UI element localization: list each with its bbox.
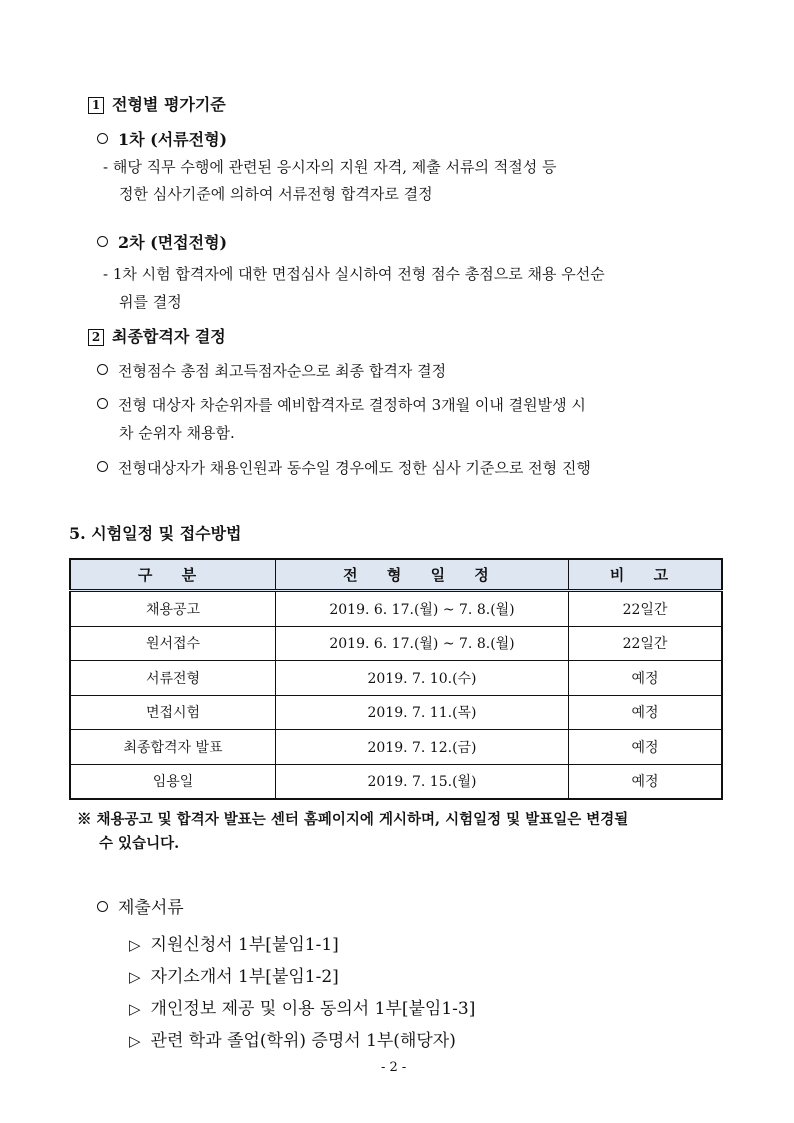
final-bullet-2-line2: 차 순위자 채용함.	[119, 424, 235, 442]
page-number: - 2 -	[381, 1060, 407, 1075]
documents-title: 제출서류	[118, 898, 184, 918]
document-item-text: 관련 학과 졸업(학위) 증명서 1부(해당자)	[150, 1031, 456, 1051]
note-line1: ※ 채용공고 및 합격자 발표는 센터 홈페이지에 게시하며, 시험일정 및 발표일은 변경될	[77, 811, 629, 828]
circle-bullet-icon	[97, 901, 108, 912]
stage-1-title: 1차 (서류전형)	[118, 130, 228, 149]
stage-1-desc-line1: - 해당 직무 수행에 관련된 응시자의 지원 자격, 제출 서류의 적절성 등	[103, 158, 557, 176]
triangle-bullet-icon: ▷	[129, 968, 141, 986]
row-date: 2019. 7. 11.(목)	[276, 695, 569, 730]
row-remark: 22일간	[569, 591, 723, 627]
circle-bullet-icon	[97, 133, 108, 144]
table-row	[70, 661, 722, 696]
final-bullet-1	[97, 360, 446, 381]
table-row	[70, 626, 722, 661]
row-category: 최종합격자 발표	[70, 730, 276, 765]
header-category: 구 분	[70, 559, 276, 591]
row-category: 임용일	[70, 764, 276, 799]
header-schedule: 전 형 일 정	[276, 559, 569, 591]
document-item	[129, 930, 339, 955]
row-date: 2019. 7. 12.(금)	[276, 730, 569, 765]
triangle-bullet-icon: ▷	[129, 936, 141, 954]
table-row	[70, 730, 722, 765]
row-date: 2019. 6. 17.(월) ~ 7. 8.(월)	[276, 591, 569, 627]
row-date: 2019. 6. 17.(월) ~ 7. 8.(월)	[276, 626, 569, 661]
row-remark: 예정	[569, 764, 723, 799]
table-row	[70, 695, 722, 730]
section-2-heading	[88, 324, 226, 347]
circle-bullet-icon	[97, 236, 108, 247]
final-bullet-3-text: 전형대상자가 채용인원과 동수일 경우에도 정한 심사 기준으로 전형 진행	[118, 459, 591, 477]
note-line2: 수 있습니다.	[99, 835, 180, 852]
section-2-number: 2	[88, 329, 104, 346]
final-bullet-1-text: 전형점수 총점 최고득점자순으로 최종 합격자 결정	[118, 362, 447, 380]
schedule-table	[69, 558, 723, 800]
section-1-number: 1	[88, 97, 104, 114]
triangle-bullet-icon: ▷	[129, 1000, 141, 1018]
circle-bullet-icon	[97, 461, 108, 472]
stage-2-desc-line2: 위를 결정	[119, 293, 182, 311]
row-category: 면접시험	[70, 695, 276, 730]
row-date: 2019. 7. 10.(수)	[276, 661, 569, 696]
document-item	[129, 994, 475, 1019]
triangle-bullet-icon: ▷	[129, 1032, 141, 1050]
row-remark: 예정	[569, 730, 723, 765]
circle-bullet-icon	[97, 398, 108, 409]
section-2-title: 최종합격자 결정	[112, 327, 226, 346]
schedule-header-row	[70, 559, 722, 591]
row-remark: 예정	[569, 661, 723, 696]
stage-2-heading	[97, 230, 227, 253]
row-date: 2019. 7. 15.(월)	[276, 764, 569, 799]
document-item-text: 자기소개서 1부[붙임1-2]	[150, 967, 339, 987]
section-5-title: 5. 시험일정 및 접수방법	[69, 524, 242, 543]
table-row	[70, 764, 722, 799]
final-bullet-3	[97, 457, 591, 478]
row-category: 서류전형	[70, 661, 276, 696]
final-bullet-2-text: 전형 대상자 차순위자를 예비합격자로 결정하여 3개월 이내 결원발생 시	[118, 396, 586, 414]
document-item-text: 개인정보 제공 및 이용 동의서 1부[붙임1-3]	[150, 999, 476, 1019]
section-1-heading	[88, 92, 226, 115]
row-category: 원서접수	[70, 626, 276, 661]
document-item	[129, 962, 339, 987]
stage-2-title: 2차 (면접전형)	[118, 233, 228, 252]
row-remark: 예정	[569, 695, 723, 730]
stage-1-desc-line2: 정한 심사기준에 의하여 서류전형 합격자로 결정	[119, 185, 433, 203]
header-remarks: 비 고	[569, 559, 723, 591]
circle-bullet-icon	[97, 364, 108, 375]
section-1-title: 전형별 평가기준	[112, 95, 226, 114]
row-remark: 22일간	[569, 626, 723, 661]
final-bullet-2	[97, 394, 586, 415]
row-category: 채용공고	[70, 591, 276, 627]
stage-2-desc-line1: - 1차 시험 합격자에 대한 면접심사 실시하여 전형 점수 총점으로 채용 우선순	[103, 265, 605, 283]
stage-1-heading	[97, 127, 227, 150]
document-item-text: 지원신청서 1부[붙임1-1]	[150, 935, 339, 955]
documents-heading	[97, 893, 184, 918]
document-item	[129, 1026, 456, 1051]
table-row	[70, 591, 722, 627]
